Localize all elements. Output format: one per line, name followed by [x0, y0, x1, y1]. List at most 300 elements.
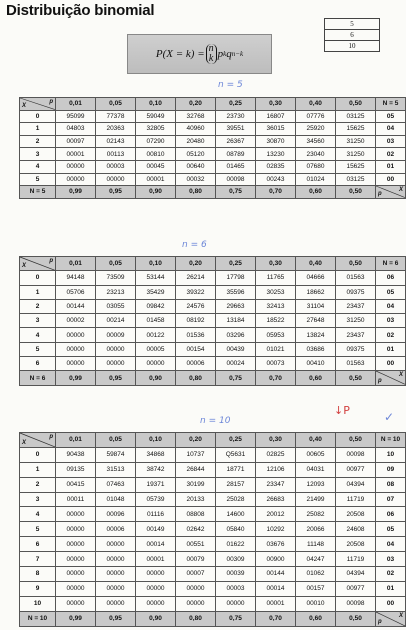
formula-lhs: P(X = k) =	[155, 48, 205, 60]
probability-cell: 77378	[96, 110, 136, 123]
probability-cell: 12093	[296, 477, 336, 492]
corner-label-top: p	[49, 434, 53, 440]
corner-label-bottom: p	[378, 377, 382, 384]
probability-cell: 07290	[136, 135, 176, 148]
q-footer: 0,90	[136, 371, 176, 385]
probability-cell: 30870	[256, 135, 296, 148]
corner-cell	[376, 371, 406, 385]
table-row	[20, 110, 406, 123]
corner-label-top: X	[398, 372, 403, 379]
binomial-table-2	[19, 256, 406, 386]
probability-cell: 00073	[256, 357, 296, 371]
k-value: 10	[20, 596, 56, 611]
k-value: 8	[20, 567, 56, 582]
probability-cell: 21499	[296, 492, 336, 507]
probability-cell: 01536	[176, 328, 216, 342]
probability-cell: 09135	[56, 462, 96, 477]
p-header: 0,10	[136, 433, 176, 448]
corner-label-top: X	[398, 612, 403, 619]
table-row	[20, 507, 406, 522]
probability-cell: 00011	[56, 492, 96, 507]
table-row	[20, 285, 406, 299]
probability-cell: 00000	[96, 357, 136, 371]
probability-cell: 00000	[56, 357, 96, 371]
page-title: Distribuição binomial	[6, 2, 155, 19]
table-row	[20, 552, 406, 567]
footer-row	[20, 371, 406, 385]
binomial-formula	[127, 34, 272, 74]
probability-cell: 02642	[176, 522, 216, 537]
table-row	[20, 299, 406, 313]
probability-cell: 00415	[56, 477, 96, 492]
probability-cell: 00010	[296, 596, 336, 611]
probability-cell: 11148	[296, 537, 336, 552]
header-row	[20, 98, 406, 111]
k-value-right: 06	[376, 507, 406, 522]
probability-cell: 00096	[96, 507, 136, 522]
probability-cell: 00214	[96, 314, 136, 328]
probability-cell: 03686	[296, 342, 336, 356]
probability-cell: 00000	[56, 160, 96, 173]
probability-cell: 00977	[336, 581, 376, 596]
q-footer: 0,50	[336, 371, 376, 385]
probability-cell: 18522	[256, 314, 296, 328]
n-values-box	[324, 18, 380, 52]
corner-cell	[376, 186, 406, 199]
corner-cell	[20, 257, 56, 271]
q-footer: 0,70	[256, 371, 296, 385]
probability-cell: 95099	[56, 110, 96, 123]
probability-cell: 00000	[56, 596, 96, 611]
probability-cell: 00000	[96, 173, 136, 186]
table-row	[20, 271, 406, 285]
k-value: 2	[20, 299, 56, 313]
probability-cell: 35429	[136, 285, 176, 299]
k-value: 0	[20, 271, 56, 285]
p-header: 0,20	[176, 433, 216, 448]
probability-cell: 09375	[336, 285, 376, 299]
probability-cell: 00001	[56, 148, 96, 161]
probability-cell: 20012	[256, 507, 296, 522]
table-row	[20, 581, 406, 596]
k-value: 1	[20, 123, 56, 136]
probability-cell: 15625	[336, 160, 376, 173]
probability-cell: 00000	[136, 581, 176, 596]
probability-cell: 08192	[176, 314, 216, 328]
probability-cell: 18662	[296, 285, 336, 299]
k-value: 5	[20, 522, 56, 537]
corner-label-top: p	[49, 258, 53, 264]
table-row	[20, 567, 406, 582]
probability-cell: 04803	[56, 123, 96, 136]
probability-cell: 00039	[216, 567, 256, 582]
probability-cell: 02825	[256, 447, 296, 462]
probability-cell: 59049	[136, 110, 176, 123]
corner-label-bottom: X	[22, 439, 27, 446]
k-value: 0	[20, 110, 56, 123]
k-value: 3	[20, 492, 56, 507]
corner-label-top: X	[398, 187, 403, 194]
probability-cell: 00000	[56, 507, 96, 522]
probability-cell: 16807	[256, 110, 296, 123]
probability-cell: 19371	[136, 477, 176, 492]
probability-cell: 00640	[176, 160, 216, 173]
table-row	[20, 492, 406, 507]
n-value: 5	[325, 19, 380, 30]
k-value-right: 04	[376, 299, 406, 313]
probability-cell: 31513	[96, 462, 136, 477]
probability-cell: 01024	[296, 173, 336, 186]
probability-cell: 00000	[56, 567, 96, 582]
probability-cell: 11765	[256, 271, 296, 285]
probability-cell: 04031	[296, 462, 336, 477]
p-header: 0,10	[136, 257, 176, 271]
probability-cell: 07463	[96, 477, 136, 492]
probability-cell: 38742	[136, 462, 176, 477]
k-value-right: 02	[376, 328, 406, 342]
probability-cell: 25920	[296, 123, 336, 136]
probability-cell: 13824	[296, 328, 336, 342]
probability-cell: 90438	[56, 447, 96, 462]
probability-cell: 00000	[176, 581, 216, 596]
probability-cell: 31104	[296, 299, 336, 313]
table-row	[20, 123, 406, 136]
probability-cell: 13184	[216, 314, 256, 328]
probability-cell: 05739	[136, 492, 176, 507]
handwritten-note-n6: n = 6	[182, 240, 207, 250]
k-value-right: 04	[376, 537, 406, 552]
probability-cell: 53144	[136, 271, 176, 285]
probability-cell: 00000	[56, 537, 96, 552]
probability-cell: 10737	[176, 447, 216, 462]
probability-cell: 00000	[136, 567, 176, 582]
probability-cell: 03125	[336, 110, 376, 123]
probability-cell: 39551	[216, 123, 256, 136]
probability-cell: 00243	[256, 173, 296, 186]
probability-cell: 05120	[176, 148, 216, 161]
probability-cell: 01458	[136, 314, 176, 328]
k-value-right: 08	[376, 477, 406, 492]
q-footer: 0,60	[296, 371, 336, 385]
probability-cell: 00098	[336, 596, 376, 611]
probability-cell: 07680	[296, 160, 336, 173]
probability-cell: 20508	[336, 537, 376, 552]
probability-cell: 20066	[296, 522, 336, 537]
probability-cell: 00144	[256, 567, 296, 582]
k-value-right: 10	[376, 447, 406, 462]
probability-cell: 34868	[136, 447, 176, 462]
probability-cell: 00000	[216, 596, 256, 611]
handwritten-note-n5: n = 5	[218, 80, 243, 90]
k-value: 4	[20, 160, 56, 173]
q-footer: 0,95	[96, 611, 136, 626]
probability-cell: 10292	[256, 522, 296, 537]
probability-cell: 26844	[176, 462, 216, 477]
k-value: 6	[20, 357, 56, 371]
q-footer: 0,80	[176, 371, 216, 385]
probability-cell: 01062	[296, 567, 336, 582]
p-header: 0,30	[256, 257, 296, 271]
formula-q-exponent: n−k	[231, 50, 244, 58]
probability-cell: 00309	[216, 552, 256, 567]
p-header: 0,05	[96, 257, 136, 271]
k-value-right: 06	[376, 271, 406, 285]
probability-cell: 00009	[96, 328, 136, 342]
probability-cell: 32768	[176, 110, 216, 123]
probability-cell: 01465	[216, 160, 256, 173]
probability-cell: 00000	[96, 567, 136, 582]
p-header: 0,50	[336, 98, 376, 111]
probability-cell: 00810	[136, 148, 176, 161]
q-footer: 0,75	[216, 371, 256, 385]
probability-cell: 04394	[336, 477, 376, 492]
k-value: 5	[20, 173, 56, 186]
n-label-footer: N = 10	[20, 611, 56, 626]
k-value: 9	[20, 581, 56, 596]
k-value: 4	[20, 328, 56, 342]
probability-cell: 18771	[216, 462, 256, 477]
binomial-coefficient	[206, 44, 217, 64]
table-row	[20, 135, 406, 148]
k-value-right: 09	[376, 462, 406, 477]
probability-cell: 12106	[256, 462, 296, 477]
probability-cell: 00410	[296, 357, 336, 371]
probability-cell: 09842	[136, 299, 176, 313]
probability-cell: 00551	[176, 537, 216, 552]
table-row	[20, 357, 406, 371]
k-value-right: 05	[376, 110, 406, 123]
k-value-right: 02	[376, 567, 406, 582]
probability-cell: 00098	[216, 173, 256, 186]
formula-p: p	[217, 48, 224, 60]
probability-cell: 00113	[96, 148, 136, 161]
p-header: 0,25	[216, 257, 256, 271]
p-header: 0,20	[176, 98, 216, 111]
probability-cell: 20508	[336, 507, 376, 522]
k-value: 1	[20, 462, 56, 477]
probability-cell: 00097	[56, 135, 96, 148]
probability-cell: 00000	[136, 596, 176, 611]
p-header: 0,01	[56, 98, 96, 111]
probability-cell: 03125	[336, 173, 376, 186]
probability-cell: 05953	[256, 328, 296, 342]
k-value-right: 00	[376, 173, 406, 186]
probability-cell: 32805	[136, 123, 176, 136]
p-header: 0,25	[216, 98, 256, 111]
probability-cell: 00000	[96, 596, 136, 611]
k-value: 7	[20, 552, 56, 567]
p-header: 0,30	[256, 98, 296, 111]
probability-cell: 00006	[176, 357, 216, 371]
probability-cell: 03055	[96, 299, 136, 313]
p-header: 0,01	[56, 257, 96, 271]
probability-cell: 00605	[296, 447, 336, 462]
q-footer: 0,70	[256, 186, 296, 199]
probability-cell: 00014	[256, 581, 296, 596]
probability-cell: 30253	[256, 285, 296, 299]
k-value: 5	[20, 342, 56, 356]
binomial-table-3	[19, 432, 406, 627]
p-header: 0,25	[216, 433, 256, 448]
q-footer: 0,75	[216, 186, 256, 199]
probability-cell: 23437	[336, 299, 376, 313]
n-label-footer: N = 5	[20, 186, 56, 199]
probability-cell: 28157	[216, 477, 256, 492]
k-value-right: 05	[376, 522, 406, 537]
probability-cell: 24608	[336, 522, 376, 537]
probability-cell: 00005	[136, 342, 176, 356]
probability-cell: 29663	[216, 299, 256, 313]
q-footer: 0,80	[176, 186, 216, 199]
q-footer: 0,60	[296, 611, 336, 626]
table-row	[20, 342, 406, 356]
probability-cell: 00079	[176, 552, 216, 567]
probability-cell: 04666	[296, 271, 336, 285]
probability-cell: 30199	[176, 477, 216, 492]
probability-cell: 05706	[56, 285, 96, 299]
k-value-right: 03	[376, 135, 406, 148]
probability-cell: 00007	[176, 567, 216, 582]
probability-cell: 00000	[96, 342, 136, 356]
probability-cell: 00900	[256, 552, 296, 567]
probability-cell: 00000	[56, 173, 96, 186]
table-row	[20, 447, 406, 462]
binom-k: k	[208, 53, 214, 64]
k-value-right: 01	[376, 342, 406, 356]
probability-cell: 01048	[96, 492, 136, 507]
binom-n: n	[208, 43, 214, 54]
corner-label-bottom: X	[22, 263, 27, 270]
table-row	[20, 173, 406, 186]
k-value: 0	[20, 447, 56, 462]
probability-cell: 00144	[56, 299, 96, 313]
q-footer: 0,95	[96, 371, 136, 385]
table-row	[20, 462, 406, 477]
k-value-right: 00	[376, 596, 406, 611]
p-header: 0,01	[56, 433, 96, 448]
probability-cell: 04247	[296, 552, 336, 567]
probability-cell: 24576	[176, 299, 216, 313]
probability-cell: 00000	[56, 328, 96, 342]
probability-cell: 39322	[176, 285, 216, 299]
n-label: N = 10	[376, 433, 406, 448]
probability-cell: 08808	[176, 507, 216, 522]
probability-cell: 02143	[96, 135, 136, 148]
n-label: N = 5	[376, 98, 406, 111]
probability-cell: 00032	[176, 173, 216, 186]
probability-cell: 26214	[176, 271, 216, 285]
table-row	[20, 328, 406, 342]
q-footer: 0,80	[176, 611, 216, 626]
p-header: 0,20	[176, 257, 216, 271]
probability-cell: 04394	[336, 567, 376, 582]
handwritten-check: ✓	[384, 410, 395, 424]
probability-cell: 14600	[216, 507, 256, 522]
probability-cell: 31250	[336, 148, 376, 161]
corner-label-top: p	[49, 99, 53, 105]
n-label-footer: N = 6	[20, 371, 56, 385]
probability-cell: 32413	[256, 299, 296, 313]
probability-cell: 00014	[136, 537, 176, 552]
corner-cell	[20, 98, 56, 111]
probability-cell: 15625	[336, 123, 376, 136]
header-row	[20, 257, 406, 271]
k-value-right: 00	[376, 357, 406, 371]
p-header: 0,40	[296, 257, 336, 271]
probability-cell: 03676	[256, 537, 296, 552]
probability-cell: 00000	[56, 522, 96, 537]
probability-cell: 01116	[136, 507, 176, 522]
probability-cell: 00000	[56, 552, 96, 567]
probability-cell: 00439	[216, 342, 256, 356]
probability-cell: 00000	[176, 596, 216, 611]
k-value-right: 02	[376, 148, 406, 161]
k-value: 4	[20, 507, 56, 522]
probability-cell: 94148	[56, 271, 96, 285]
probability-cell: 01563	[336, 271, 376, 285]
p-header: 0,05	[96, 98, 136, 111]
probability-cell: 36015	[256, 123, 296, 136]
probability-cell: 31250	[336, 314, 376, 328]
q-footer: 0,99	[56, 186, 96, 199]
probability-cell: 08789	[216, 148, 256, 161]
probability-cell: 20480	[176, 135, 216, 148]
probability-cell: 01021	[256, 342, 296, 356]
table-row	[20, 160, 406, 173]
k-value-right: 01	[376, 581, 406, 596]
q-footer: 0,90	[136, 611, 176, 626]
k-value: 3	[20, 148, 56, 161]
table-row	[20, 148, 406, 161]
formula-p-exponent: k	[223, 50, 227, 58]
probability-cell: 17798	[216, 271, 256, 285]
probability-cell: 00000	[136, 357, 176, 371]
probability-cell: 35596	[216, 285, 256, 299]
p-header: 0,40	[296, 433, 336, 448]
k-value-right: 03	[376, 552, 406, 567]
probability-cell: 00002	[56, 314, 96, 328]
corner-label-bottom: p	[378, 190, 382, 197]
p-header: 0,05	[96, 433, 136, 448]
probability-cell: 01622	[216, 537, 256, 552]
q-footer: 0,60	[296, 186, 336, 199]
probability-cell: 40960	[176, 123, 216, 136]
k-value: 2	[20, 477, 56, 492]
corner-label-bottom: p	[378, 618, 382, 625]
probability-cell: 00001	[256, 596, 296, 611]
probability-cell: 00001	[136, 552, 176, 567]
corner-cell	[20, 433, 56, 448]
q-footer: 0,70	[256, 611, 296, 626]
formula-q: q	[226, 48, 232, 60]
probability-cell: 59874	[96, 447, 136, 462]
p-header: 0,10	[136, 98, 176, 111]
probability-cell: 31250	[336, 135, 376, 148]
probability-cell: 02835	[256, 160, 296, 173]
p-header: 0,50	[336, 257, 376, 271]
probability-cell: 23730	[216, 110, 256, 123]
probability-cell: 25028	[216, 492, 256, 507]
k-value-right: 05	[376, 285, 406, 299]
k-value: 2	[20, 135, 56, 148]
corner-label-bottom: X	[22, 102, 27, 109]
probability-cell: 00000	[96, 552, 136, 567]
probability-cell: 00098	[336, 447, 376, 462]
n-value: 6	[325, 30, 380, 41]
probability-cell: 00006	[96, 522, 136, 537]
probability-cell: 09375	[336, 342, 376, 356]
table-row	[20, 522, 406, 537]
